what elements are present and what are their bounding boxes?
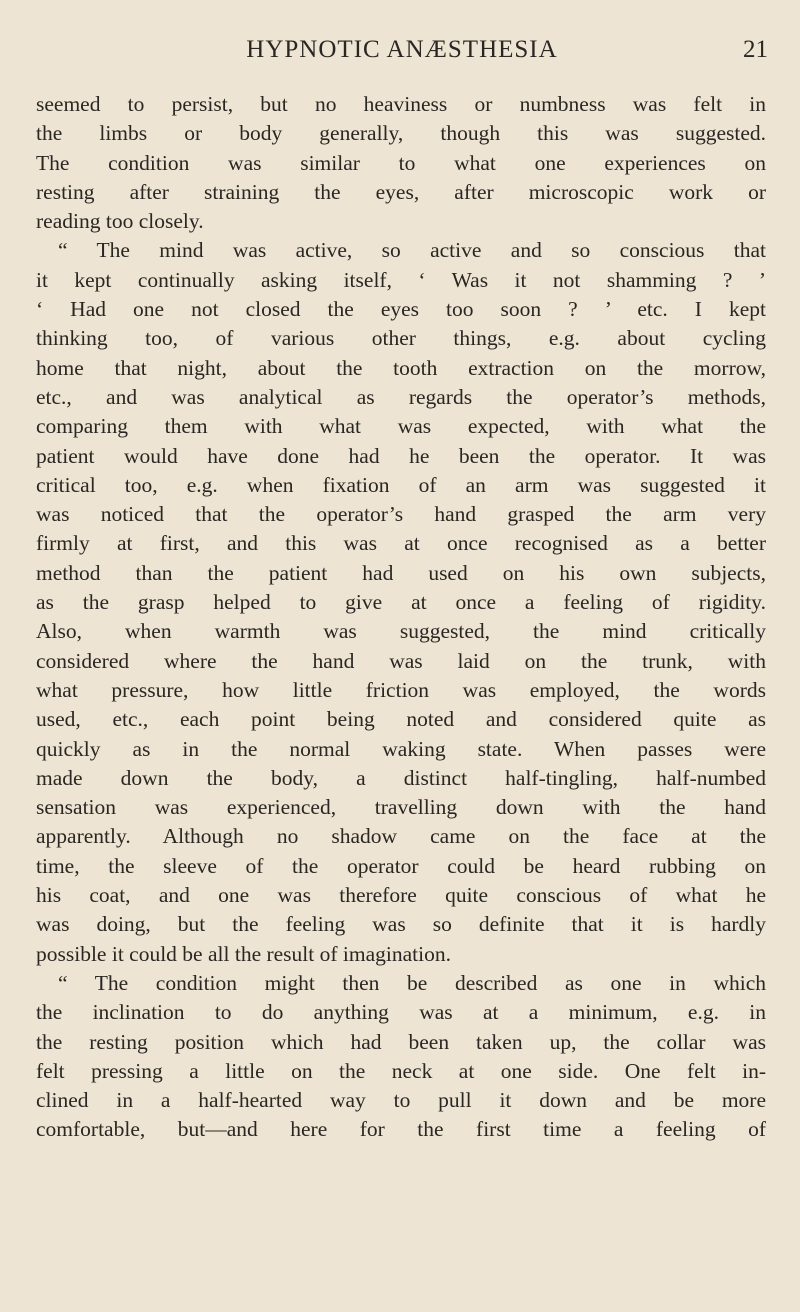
text-line: reading too closely. (36, 209, 204, 234)
text-line: what pressure, how little friction was employed, the words (36, 677, 766, 702)
text-line: comfortable, but—and here for the first time a feeling of (36, 1117, 766, 1142)
text-line: thinking too, of various other things, e.g. about cycling (36, 326, 766, 351)
text-line: patient would have done had he been the operator. It was (36, 443, 766, 468)
text-line: “ The mind was active, so active and so conscious that (58, 238, 766, 263)
text-line: the resting position which had been taken up, the collar was (36, 1029, 766, 1054)
text-line: ‘ Had one not closed the eyes too soon ? ’ etc. I kept (36, 297, 766, 322)
text-line: etc., and was analytical as regards the operator’s methods, (36, 384, 766, 409)
text-line: used, etc., each point being noted and considered quite as (36, 707, 766, 732)
text-line: possible it could be all the result of imagination. (36, 941, 451, 966)
text-line: Also, when warmth was suggested, the mind critically (36, 619, 766, 644)
text-line: it kept continually asking itself, ‘ Was it not shamming ? ’ (36, 267, 766, 292)
text-line: comparing them with what was expected, with what the (36, 414, 766, 439)
text-line: firmly at first, and this was at once recognised as a better (36, 531, 766, 556)
text-line: felt pressing a little on the neck at one side. One felt in- (36, 1058, 766, 1083)
text-line: resting after straining the eyes, after microscopic work or (36, 179, 766, 204)
text-line: sensation was experienced, travelling down with the hand (36, 795, 766, 820)
running-head (36, 36, 768, 70)
text-line: “ The condition might then be described as one in which (58, 970, 766, 995)
text-line: quickly as in the normal waking state. When passes were (36, 736, 766, 761)
text-line: method than the patient had used on his own subjects, (36, 560, 766, 585)
running-title: HYPNOTIC ANÆSTHESIA (246, 36, 558, 63)
text-line: critical too, e.g. when fixation of an arm was suggested it (36, 472, 766, 497)
text-line: time, the sleeve of the operator could be heard rubbing on (36, 853, 766, 878)
body-text (36, 90, 766, 1145)
text-line: was doing, but the feeling was so definite that it is hardly (36, 912, 766, 937)
text-line: home that night, about the tooth extraction on the morrow, (36, 355, 766, 380)
text-line: considered where the hand was laid on the trunk, with (36, 648, 766, 673)
text-line: as the grasp helped to give at once a feeling of rigidity. (36, 590, 766, 615)
text-line: was noticed that the operator’s hand grasped the arm very (36, 502, 766, 527)
text-line: the limbs or body generally, though this was suggested. (36, 121, 766, 146)
page-number: 21 (743, 36, 768, 63)
text-line: his coat, and one was therefore quite conscious of what he (36, 883, 766, 908)
text-line: seemed to persist, but no heaviness or numbness was felt in (36, 92, 766, 116)
text-line: apparently. Although no shadow came on the face at the (36, 824, 766, 849)
text-line: made down the body, a distinct half-tingling, half-numbed (36, 765, 766, 790)
text-line: the inclination to do anything was at a minimum, e.g. in (36, 1000, 766, 1025)
text-line: clined in a half-hearted way to pull it down and be more (36, 1088, 766, 1113)
text-line: The condition was similar to what one experiences on (36, 150, 766, 175)
